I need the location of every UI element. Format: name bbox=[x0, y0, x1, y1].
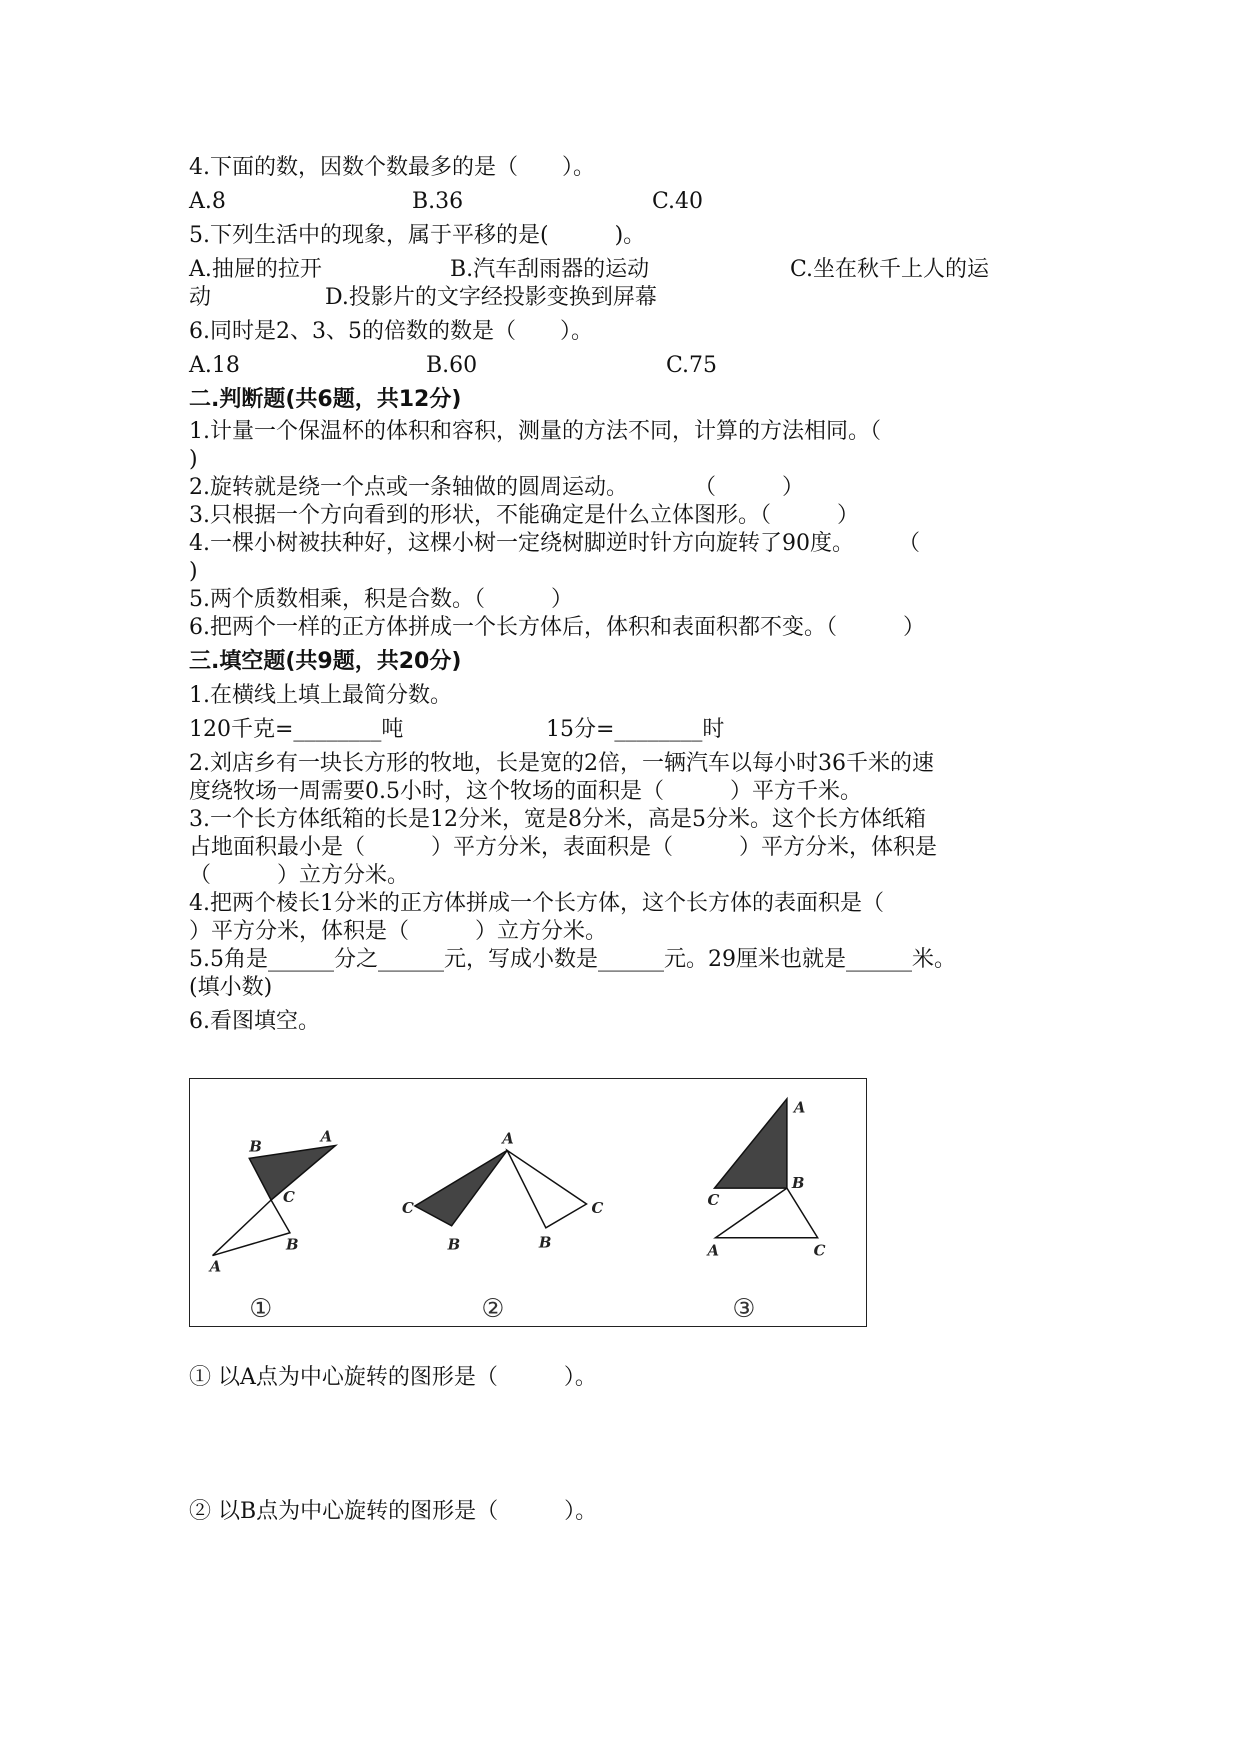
figure-number-1: ① bbox=[249, 1294, 273, 1325]
judge-item-1-bracket[interactable]: ) bbox=[189, 447, 198, 472]
rotation-figure bbox=[189, 1078, 867, 1327]
section3-title: 三.填空题(共9题，共20分) bbox=[189, 649, 462, 674]
judge-item-3: 3.只根据一个方向看到的形状，不能确定是什么立体图形。（ ） bbox=[189, 503, 859, 528]
q4-stem: 4.下面的数，因数个数最多的是（ ）。 bbox=[189, 155, 595, 180]
fill-q5-line2: (填小数) bbox=[189, 975, 273, 1000]
q6-stem: 6.同时是2、3、5的倍数的数是（ ）。 bbox=[189, 319, 593, 344]
fig2-label-a: A bbox=[502, 1129, 514, 1148]
q4-option-c[interactable]: C.40 bbox=[652, 189, 704, 214]
fill-q6-sub2: ② 以B点为中心旋转的图形是（ ）。 bbox=[189, 1499, 598, 1524]
fig3-label-a-top: A bbox=[793, 1098, 806, 1117]
fill-q2-line1: 2.刘店乡有一块长方形的牧地，长是宽的2倍，一辆汽车以每小时36千米的速 bbox=[189, 751, 934, 776]
judge-item-6: 6.把两个一样的正方体拼成一个长方体后，体积和表面积都不变。（ ） bbox=[189, 615, 925, 640]
q4-option-a[interactable]: A.8 bbox=[189, 189, 226, 214]
rotation-figure-svg bbox=[190, 1079, 866, 1326]
fig3-label-a-bottom: A bbox=[707, 1241, 720, 1260]
fill-q6-sub1: ① 以A点为中心旋转的图形是（ ）。 bbox=[189, 1365, 597, 1390]
q6-option-c[interactable]: C.75 bbox=[666, 353, 718, 378]
fig2-label-c-right: C bbox=[591, 1198, 604, 1217]
judge-item-1: 1.计量一个保温杯的体积和容积，测量的方法不同，计算的方法相同。（ bbox=[189, 419, 881, 444]
fig1-label-b-bottom: B bbox=[285, 1235, 299, 1254]
fig3-label-c-top: C bbox=[707, 1190, 720, 1209]
fill-q6-stem: 6.看图填空。 bbox=[189, 1009, 320, 1034]
fig3-label-b: B bbox=[791, 1174, 805, 1193]
section2-title: 二.判断题(共6题，共12分) bbox=[189, 387, 462, 412]
figure-1-shapes bbox=[213, 1145, 336, 1255]
figure-number-2: ② bbox=[481, 1294, 505, 1325]
judge-item-4: 4.一棵小树被扶种好，这棵小树一定绕树脚逆时针方向旋转了90度。 （ bbox=[189, 531, 920, 556]
fill-q3-line3: （ ）立方分米。 bbox=[189, 863, 410, 888]
fig1-label-a-top: A bbox=[320, 1127, 333, 1146]
q5-option-c[interactable]: C.坐在秋千上人的运 bbox=[790, 257, 990, 282]
q6-option-b[interactable]: B.60 bbox=[426, 353, 478, 378]
q4-option-b[interactable]: B.36 bbox=[412, 189, 464, 214]
fill-q4-line1: 4.把两个棱长1分米的正方体拼成一个长方体，这个长方体的表面积是（ bbox=[189, 891, 884, 916]
fill-q3-line2: 占地面积最小是（ ）平方分米，表面积是（ ）平方分米，体积是 bbox=[189, 835, 938, 860]
figure-2-shapes bbox=[415, 1150, 587, 1227]
figure-3-shapes bbox=[714, 1099, 817, 1238]
judge-item-4-bracket[interactable]: ) bbox=[189, 559, 198, 584]
fill-q5-line1: 5.5角是______分之______元，写成小数是______元。29厘米也就是______米。 bbox=[189, 947, 956, 972]
fill-q3-line1: 3.一个长方体纸箱的长是12分米，宽是8分米，高是5分米。这个长方体纸箱 bbox=[189, 807, 926, 832]
judge-item-5: 5.两个质数相乘，积是合数。（ ） bbox=[189, 587, 573, 612]
fill-q1-stem: 1.在横线上填上最简分数。 bbox=[189, 683, 452, 708]
fill-q4-line2: ）平方分米，体积是（ ）立方分米。 bbox=[189, 919, 608, 944]
fig2-label-b-right: B bbox=[538, 1233, 552, 1252]
q5-option-c-continued: 动 bbox=[189, 285, 212, 310]
fig1-label-b-top: B bbox=[249, 1137, 262, 1156]
q5-option-a[interactable]: A.抽屉的拉开 bbox=[189, 257, 322, 282]
judge-item-2: 2.旋转就是绕一个点或一条轴做的圆周运动。 （ ） bbox=[189, 475, 804, 500]
fill-q1-blank-b[interactable]: 15分=________时 bbox=[546, 717, 725, 742]
fig1-label-a-bottom: A bbox=[209, 1257, 222, 1276]
fig1-label-c: C bbox=[282, 1188, 295, 1207]
figure-number-3: ③ bbox=[732, 1294, 756, 1325]
fig2-label-b-left: B bbox=[447, 1235, 461, 1254]
q6-option-a[interactable]: A.18 bbox=[189, 353, 240, 378]
fig2-label-c-left: C bbox=[402, 1198, 414, 1217]
fig3-label-c-bottom: C bbox=[813, 1241, 826, 1260]
q5-option-b[interactable]: B.汽车刮雨器的运动 bbox=[450, 257, 650, 282]
q5-option-d[interactable]: D.投影片的文字经投影变换到屏幕 bbox=[325, 285, 657, 310]
fill-q1-blank-a[interactable]: 120千克=________吨 bbox=[189, 717, 404, 742]
q5-stem: 5.下列生活中的现象，属于平移的是( )。 bbox=[189, 223, 646, 248]
fill-q2-line2: 度绕牧场一周需要0.5小时，这个牧场的面积是（ ）平方千米。 bbox=[189, 779, 862, 804]
